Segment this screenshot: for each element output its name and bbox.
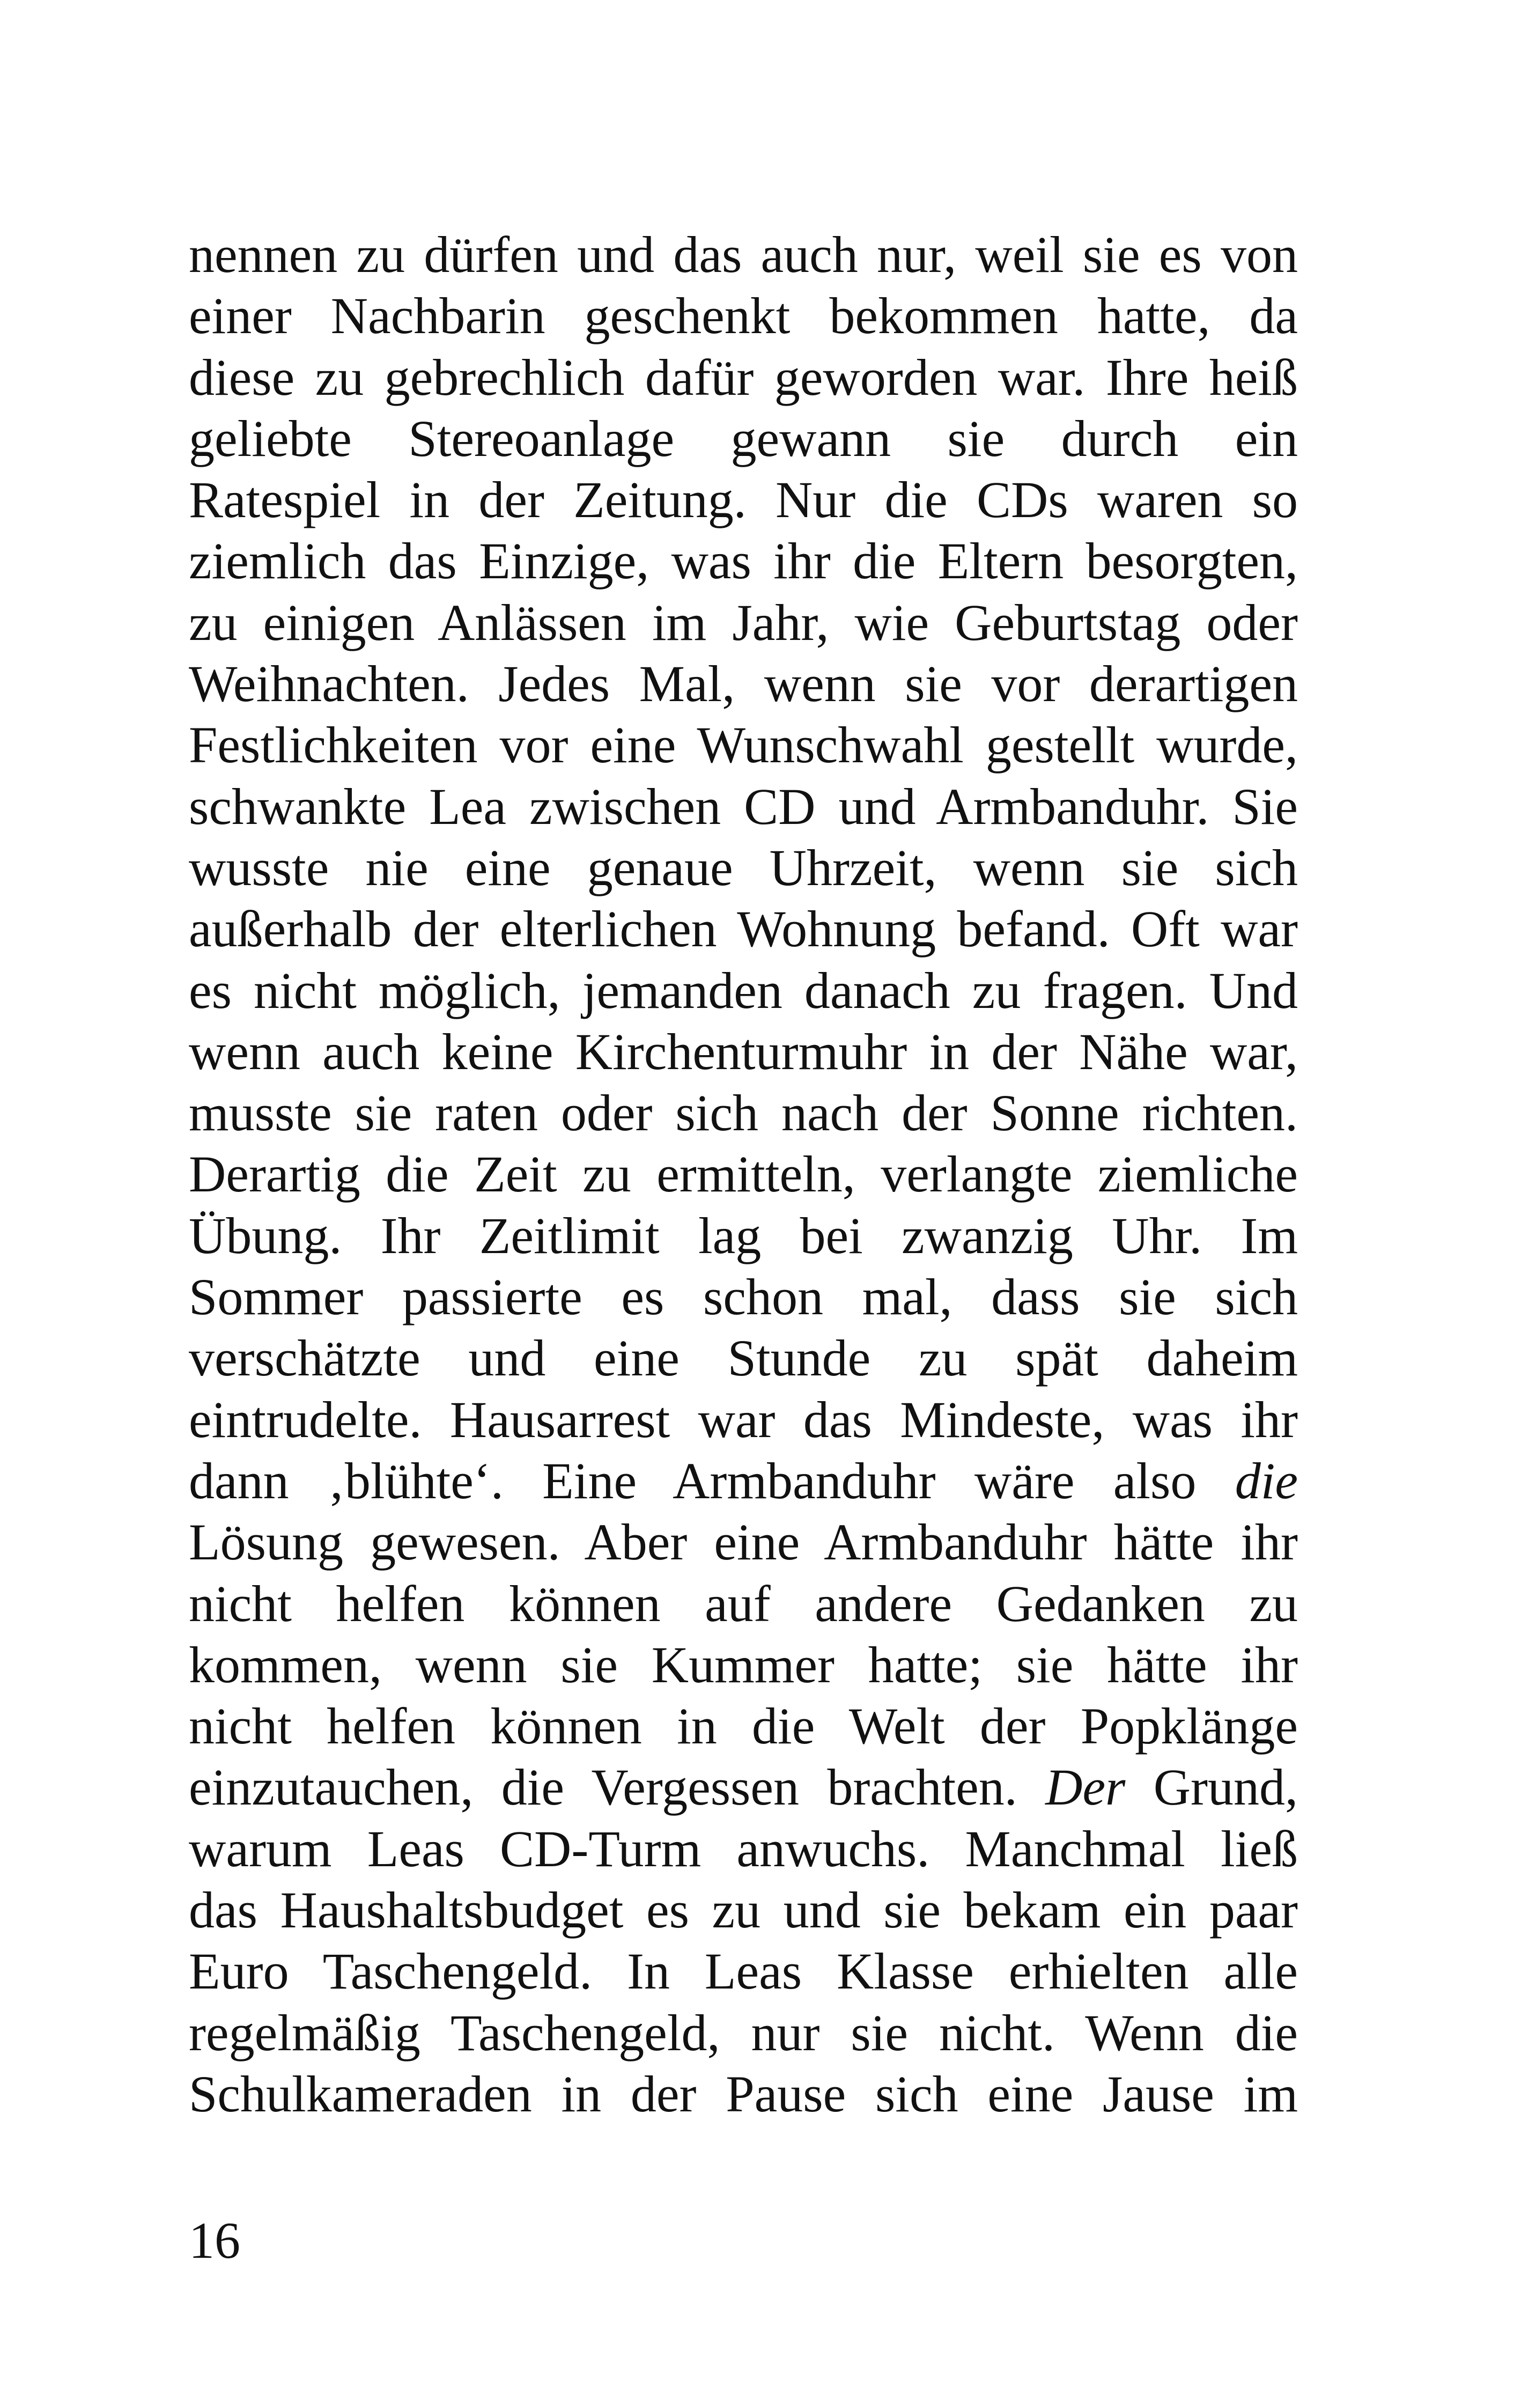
text-segment: dann ‚blühte‘. Eine Armbanduhr wäre also xyxy=(189,1452,1235,1509)
text-line: zu einigen Anlässen im Jahr, wie Geburtstag oder xyxy=(189,593,1298,651)
text-line: diese zu gebrechlich dafür geworden war. Ihre heiß xyxy=(189,348,1298,406)
text-line: nennen zu dürfen und das auch nur, weil sie es von xyxy=(189,226,1298,283)
text-line-with-italic xyxy=(189,1450,1298,1512)
text-line: nicht helfen können in die Welt der Popklänge xyxy=(189,1697,1298,1755)
text-line: ziemlich das Einzige, was ihr die Eltern besorgten, xyxy=(189,532,1298,590)
text-line: Übung. Ihr Zeitlimit lag bei zwanzig Uhr. Im xyxy=(189,1206,1298,1264)
text-line: musste sie raten oder sich nach der Sonne richten. xyxy=(189,1084,1298,1142)
italic-emphasis: Der xyxy=(1045,1758,1126,1816)
text-line: regelmäßig Taschengeld, nur sie nicht. Wenn die xyxy=(189,2004,1298,2061)
text-line: verschätzte und eine Stunde zu spät daheim xyxy=(189,1329,1298,1387)
text-line: Lösung gewesen. Aber eine Armbanduhr hätte ihr xyxy=(189,1513,1298,1571)
text-line: Weihnachten. Jedes Mal, wenn sie vor derartigen xyxy=(189,655,1298,713)
text-line: eintrudelte. Hausarrest war das Mindeste, was ihr xyxy=(189,1390,1298,1448)
text-line: einer Nachbarin geschenkt bekommen hatte, da xyxy=(189,287,1298,345)
text-segment: einzutauchen, die Vergessen brachten. xyxy=(189,1758,1046,1816)
text-line: geliebte Stereoanlage gewann sie durch ein xyxy=(189,409,1298,467)
text-line: wusste nie eine genaue Uhrzeit, wenn sie sich xyxy=(189,838,1298,896)
text-line: nicht helfen können auf andere Gedanken zu xyxy=(189,1574,1298,1632)
text-line: Sommer passierte es schon mal, dass sie sich xyxy=(189,1268,1298,1326)
text-line: Festlichkeiten vor eine Wunschwahl gestellt wurde, xyxy=(189,716,1298,774)
page-number: 16 xyxy=(189,2212,240,2269)
text-line: das Haushaltsbudget es zu und sie bekam ein paar xyxy=(189,1881,1298,1939)
body-text xyxy=(189,224,1298,2125)
text-line: Schulkameraden in der Pause sich eine Jause im xyxy=(189,2065,1298,2123)
text-line: Euro Taschengeld. In Leas Klasse erhielten alle xyxy=(189,1942,1298,2000)
text-segment: Grund, xyxy=(1125,1758,1298,1816)
text-line: kommen, wenn sie Kummer hatte; sie hätte ihr xyxy=(189,1636,1298,1693)
text-line: außerhalb der elterlichen Wohnung befand. Oft war xyxy=(189,900,1298,958)
text-line: Ratespiel in der Zeitung. Nur die CDs waren so xyxy=(189,471,1298,529)
italic-emphasis: die xyxy=(1235,1452,1298,1509)
text-line-with-italic xyxy=(189,1757,1298,1818)
text-line: es nicht möglich, jemanden danach zu fragen. Und xyxy=(189,961,1298,1019)
text-line: warum Leas CD-Turm anwuchs. Manchmal ließ xyxy=(189,1820,1298,1877)
text-line: schwankte Lea zwischen CD und Armbanduhr. Sie xyxy=(189,777,1298,835)
text-line: wenn auch keine Kirchenturmuhr in der Nähe war, xyxy=(189,1022,1298,1080)
text-line: Derartig die Zeit zu ermitteln, verlangte ziemliche xyxy=(189,1145,1298,1203)
